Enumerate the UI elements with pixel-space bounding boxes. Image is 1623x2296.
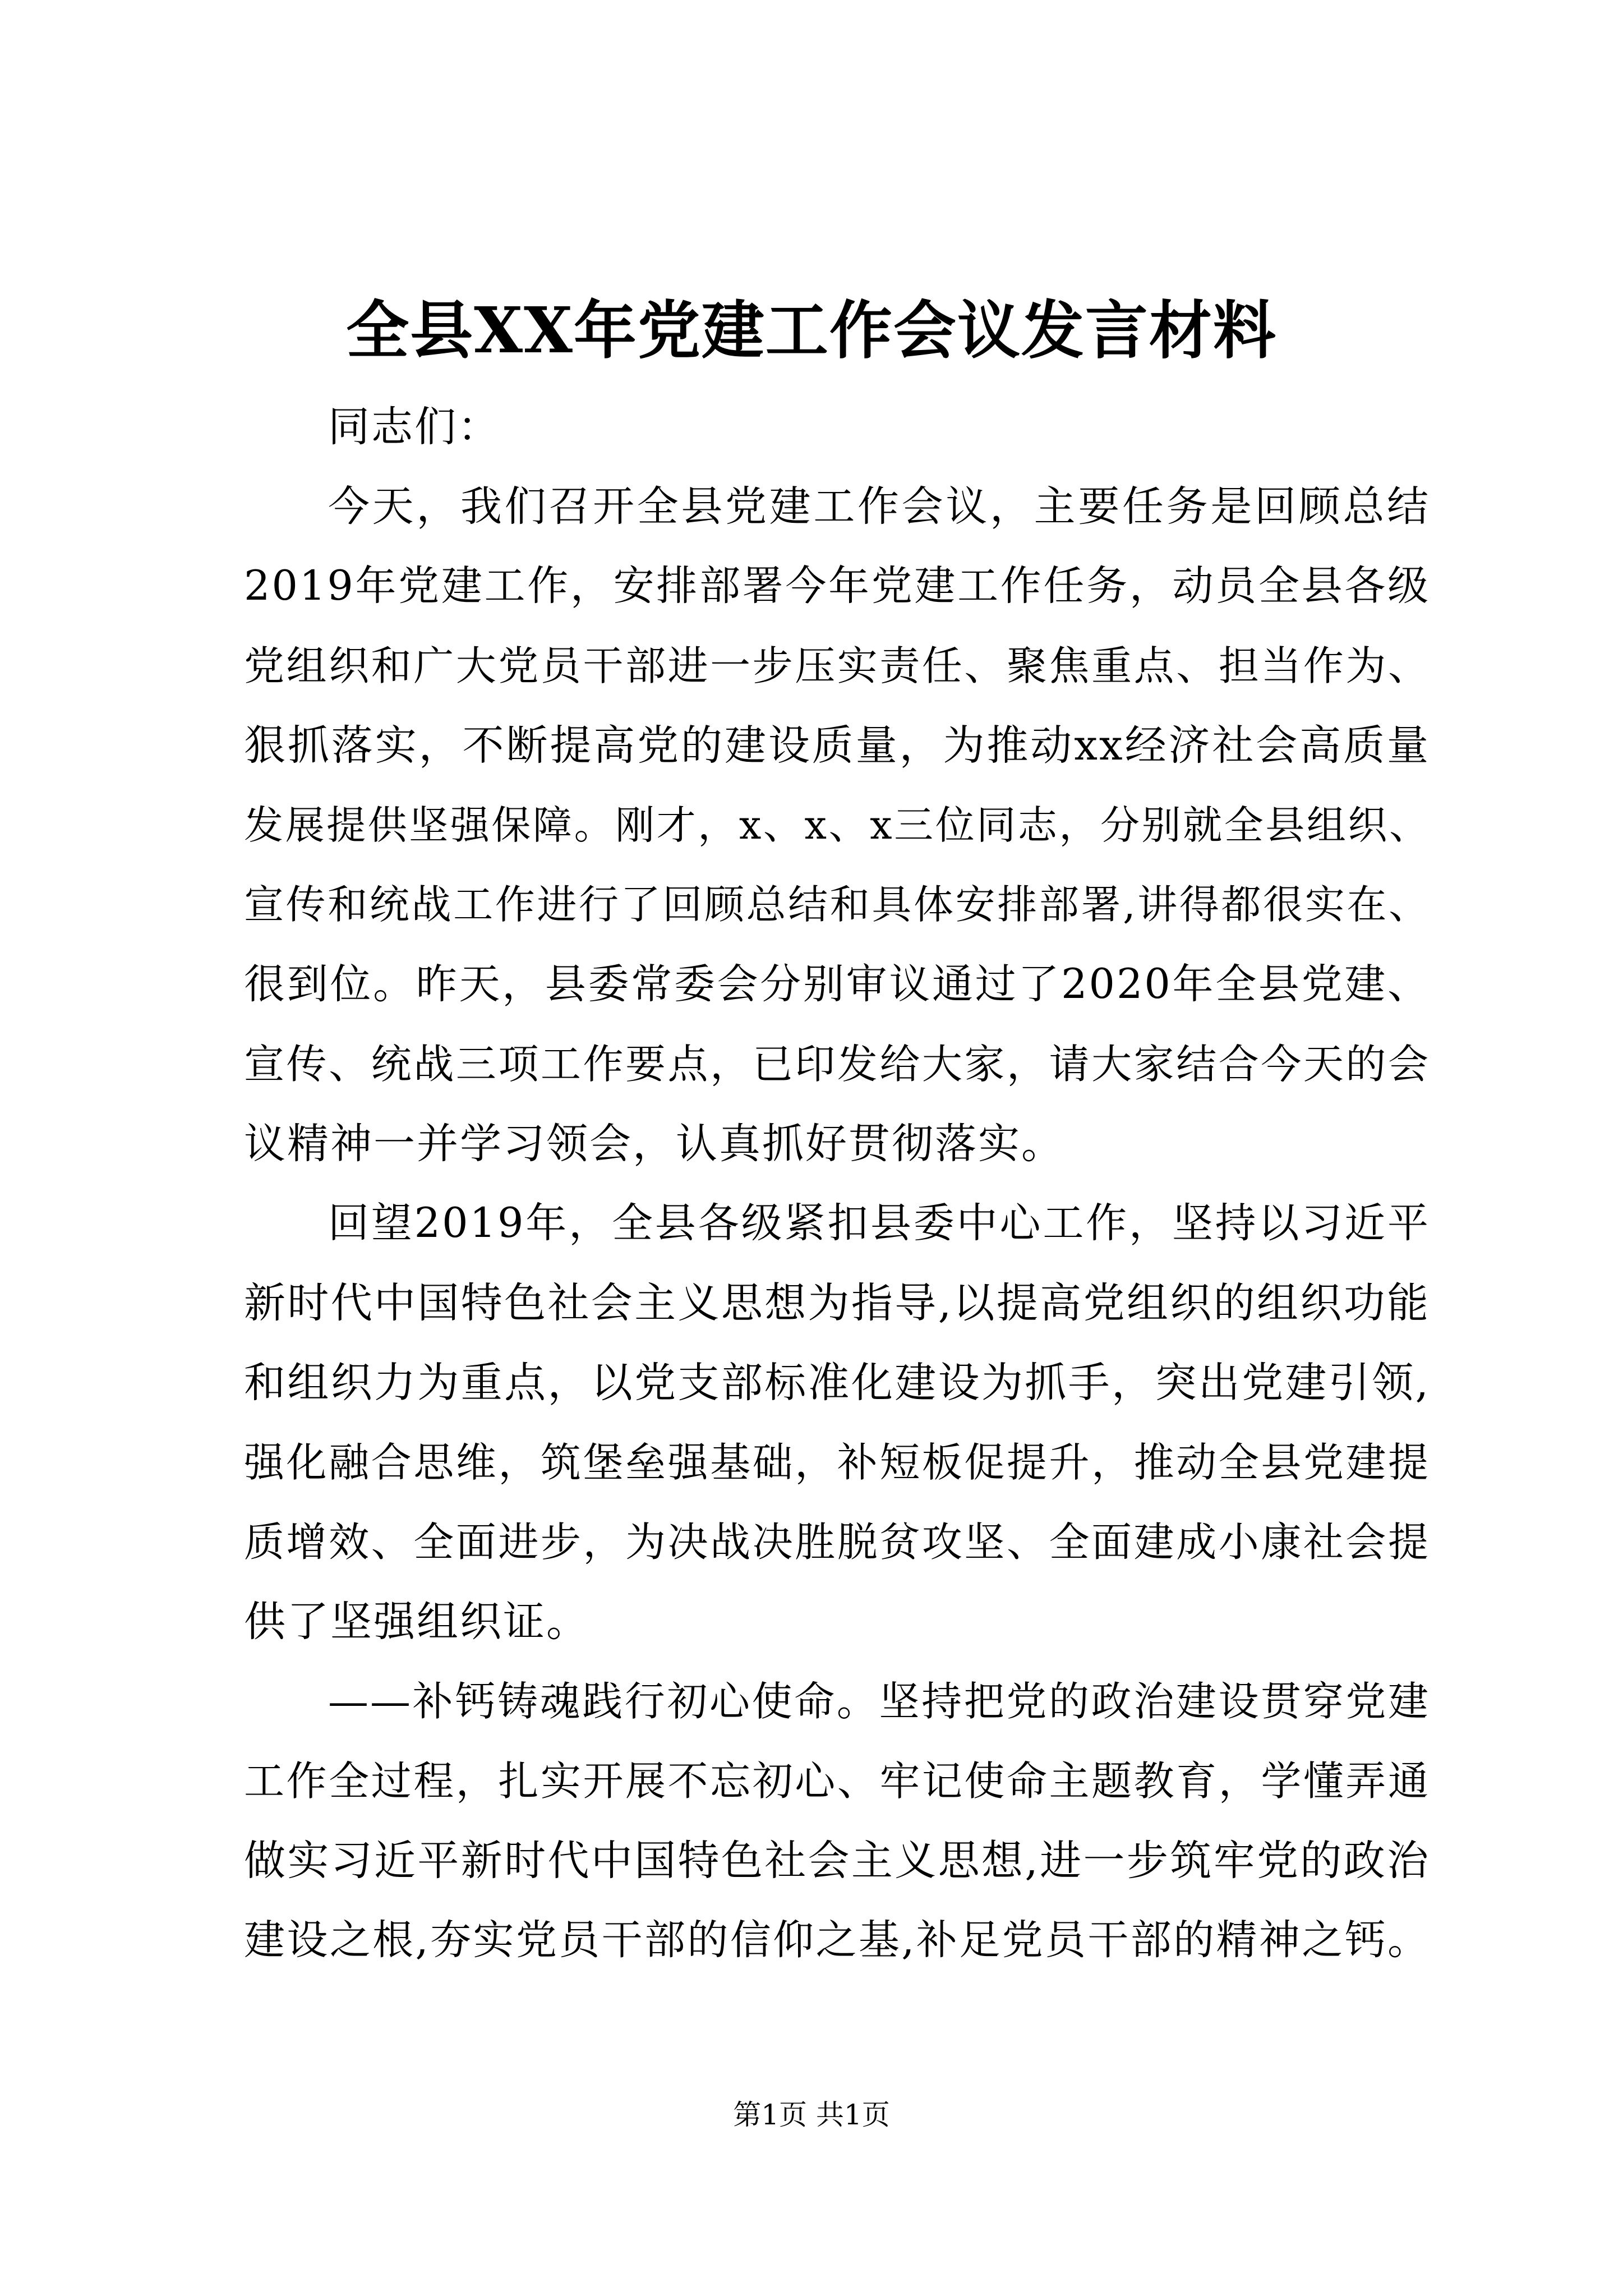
text-line: 同志们：: [328, 403, 501, 451]
text-line: 和组织力为重点，以党支部标准化建设为抓手，突出党建引领,: [244, 1359, 1430, 1407]
document-title: 全县XX年党建工作会议发言材料: [346, 294, 1277, 367]
text-line: 宣传、统战三项工作要点，已印发给大家，请大家结合今天的会: [244, 1041, 1430, 1088]
text-line: 宣传和统战工作进行了回顾总结和具体安排部署,讲得都很实在、: [244, 881, 1430, 928]
text-line: 做实习近平新时代中国特色社会主义思想,进一步筑牢党的政治: [244, 1837, 1430, 1885]
text-line: 回望2019年，全县各级紧扣县委中心工作，坚持以习近平: [328, 1199, 1430, 1247]
text-line: 发展提供坚强保障。刚才，x、x、x三位同志，分别就全县组织、: [244, 802, 1430, 848]
text-line: 党组织和广大党员干部进一步压实责任、聚焦重点、担当作为、: [244, 642, 1430, 689]
text-line: 今天，我们召开全县党建工作会议，主要任务是回顾总结: [328, 482, 1430, 531]
document-body: [244, 387, 1430, 1980]
text-line: 工作全过程，扎实开展不忘初心、牢记使命主题教育，学懂弄通: [244, 1757, 1430, 1805]
text-line: 2019年党建工作，安排部署今年党建工作任务，动员全县各级: [244, 562, 1430, 610]
text-line: 议精神一并学习领会，认真抓好贯彻落实。: [244, 1120, 1064, 1168]
text-line: 供了坚强组织证。: [244, 1598, 589, 1646]
text-line: ——补钙铸魂践行初心使命。坚持把党的政治建设贯穿党建: [328, 1678, 1430, 1725]
text-line: 质增效、全面进步，为决战决胜脱贫攻坚、全面建成小康社会提: [244, 1519, 1430, 1566]
text-line: 建设之根,夯实党员干部的信仰之基,补足党员干部的精神之钙。: [244, 1916, 1430, 1964]
page-footer: 第1页 共1页: [733, 2099, 890, 2131]
text-line: 新时代中国特色社会主义思想为指导,以提高党组织的组织功能: [244, 1279, 1430, 1327]
text-line: 强化融合思维，筑堡垒强基础，补短板促提升，推动全县党建提: [244, 1439, 1430, 1486]
text-line: 狠抓落实，不断提高党的建设质量，为推动xx经济社会高质量: [244, 721, 1430, 770]
text-line: 很到位。昨天，县委常委会分别审议通过了2020年全县党建、: [244, 960, 1430, 1008]
